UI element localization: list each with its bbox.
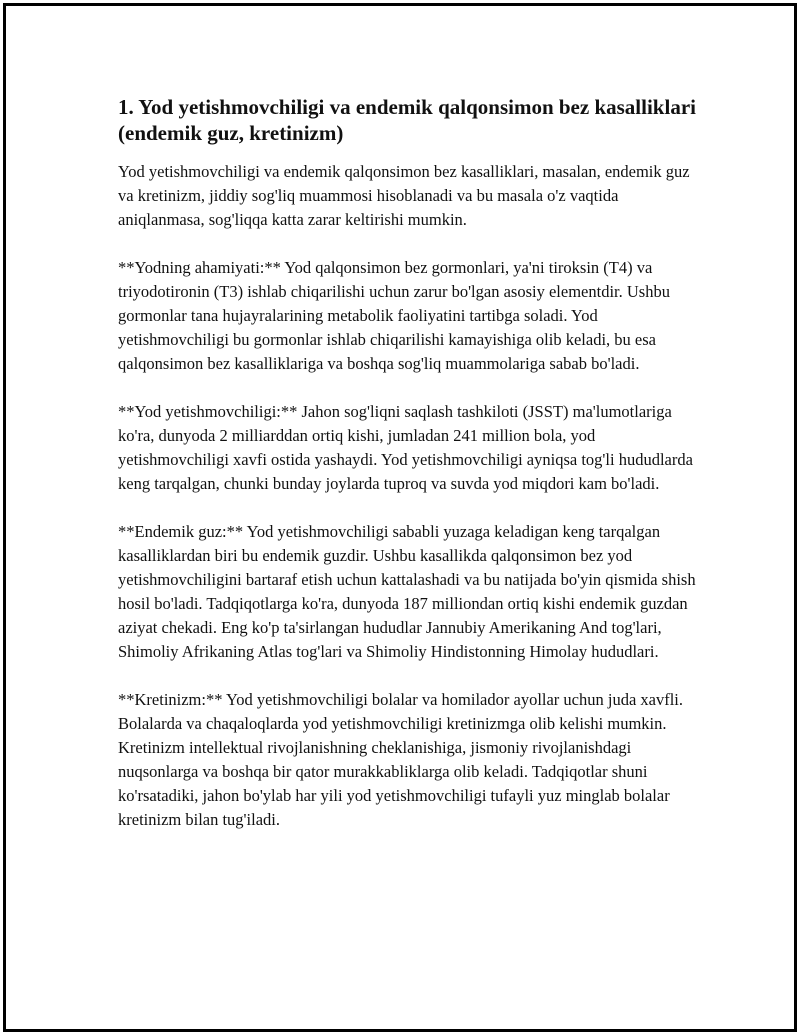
- paragraph-intro: Yod yetishmovchiligi va endemik qalqonsimon bez kasalliklari, masalan, endemik guz va kretinizm, jiddiy sog'liq muammosi hisoblanadi va bu masala o'z vaqtida aniqlanmasa, sog'liqqa katta zarar keltirishi mumkin.: [118, 162, 690, 229]
- paragraph-cretinism: **Kretinizm:** Yod yetishmovchiligi bolalar va homilador ayollar uchun juda xavfli. Bolalarda va chaqaloqlarda yod yetishmovchiligi kretinizmga olib kelishi mumkin. Kretinizm intellektual rivojlanishning cheklanishiga, jismoniy rivojlanishdagi nuqsonlarga va boshqa bir qator murakkabliklarga olib keladi. Tadqiqotlar shuni ko'rsatadiki, jahon bo'ylab har yili yod yetishmovchiligi tufayli yuz minglab bolalar kretinizm bilan tug'iladi.: [118, 690, 684, 829]
- paragraph-endemic-goiter: **Endemik guz:** Yod yetishmovchiligi sababli yuzaga keladigan keng tarqalgan kasalliklardan biri bu endemik guzdir. Ushbu kasallikda qalqonsimon bez yod yetishmovchiligini bartaraf etish uchun kattalashadi va bu natijada bo'yin qismida shish hosil bo'ladi. Tadqiqotlarga ko'ra, dunyoda 187 milliondan ortiq kishi endemik guzdan aziyat chekadi. Eng ko'p ta'sirlangan hududlar Jannubiy Amerikaning And tog'lari, Shimoliy Afrikaning Atlas tog'lari va Shimoliy Hindistonning Himolay hududlari.: [118, 522, 696, 661]
- document-title: 1. Yod yetishmovchiligi va endemik qalqonsimon bez kasalliklari (endemik guz, kretinizm): [118, 95, 696, 145]
- paragraph-iodine-deficiency: **Yod yetishmovchiligi:** Jahon sog'liqni saqlash tashkiloti (JSST) ma'lumotlariga ko'ra, dunyoda 2 milliarddan ortiq kishi, jumladan 241 million bola, yod yetishmovchiligi xavfi ostida yashaydi. Yod yetishmovchiligi ayniqsa tog'li hududlarda keng tarqalgan, chunki bunday joylarda tuproq va suvda yod miqdori kam bo'ladi.: [118, 402, 693, 493]
- paragraph-iodine-importance: **Yodning ahamiyati:** Yod qalqonsimon bez gormonlari, ya'ni tiroksin (T4) va triyodotironin (T3) ishlab chiqarilishi uchun zarur bo'lgan asosiy elementdir. Ushbu gormonlar tana hujayralarining metabolik faoliyatini tartibga soladi. Yod yetishmovchiligi bu gormonlar ishlab chiqarilishi kamayishiga olib keladi, bu esa qalqonsimon bez kasalliklariga va boshqa sog'liq muammolariga sabab bo'ladi.: [118, 258, 670, 373]
- document-body: [118, 94, 698, 856]
